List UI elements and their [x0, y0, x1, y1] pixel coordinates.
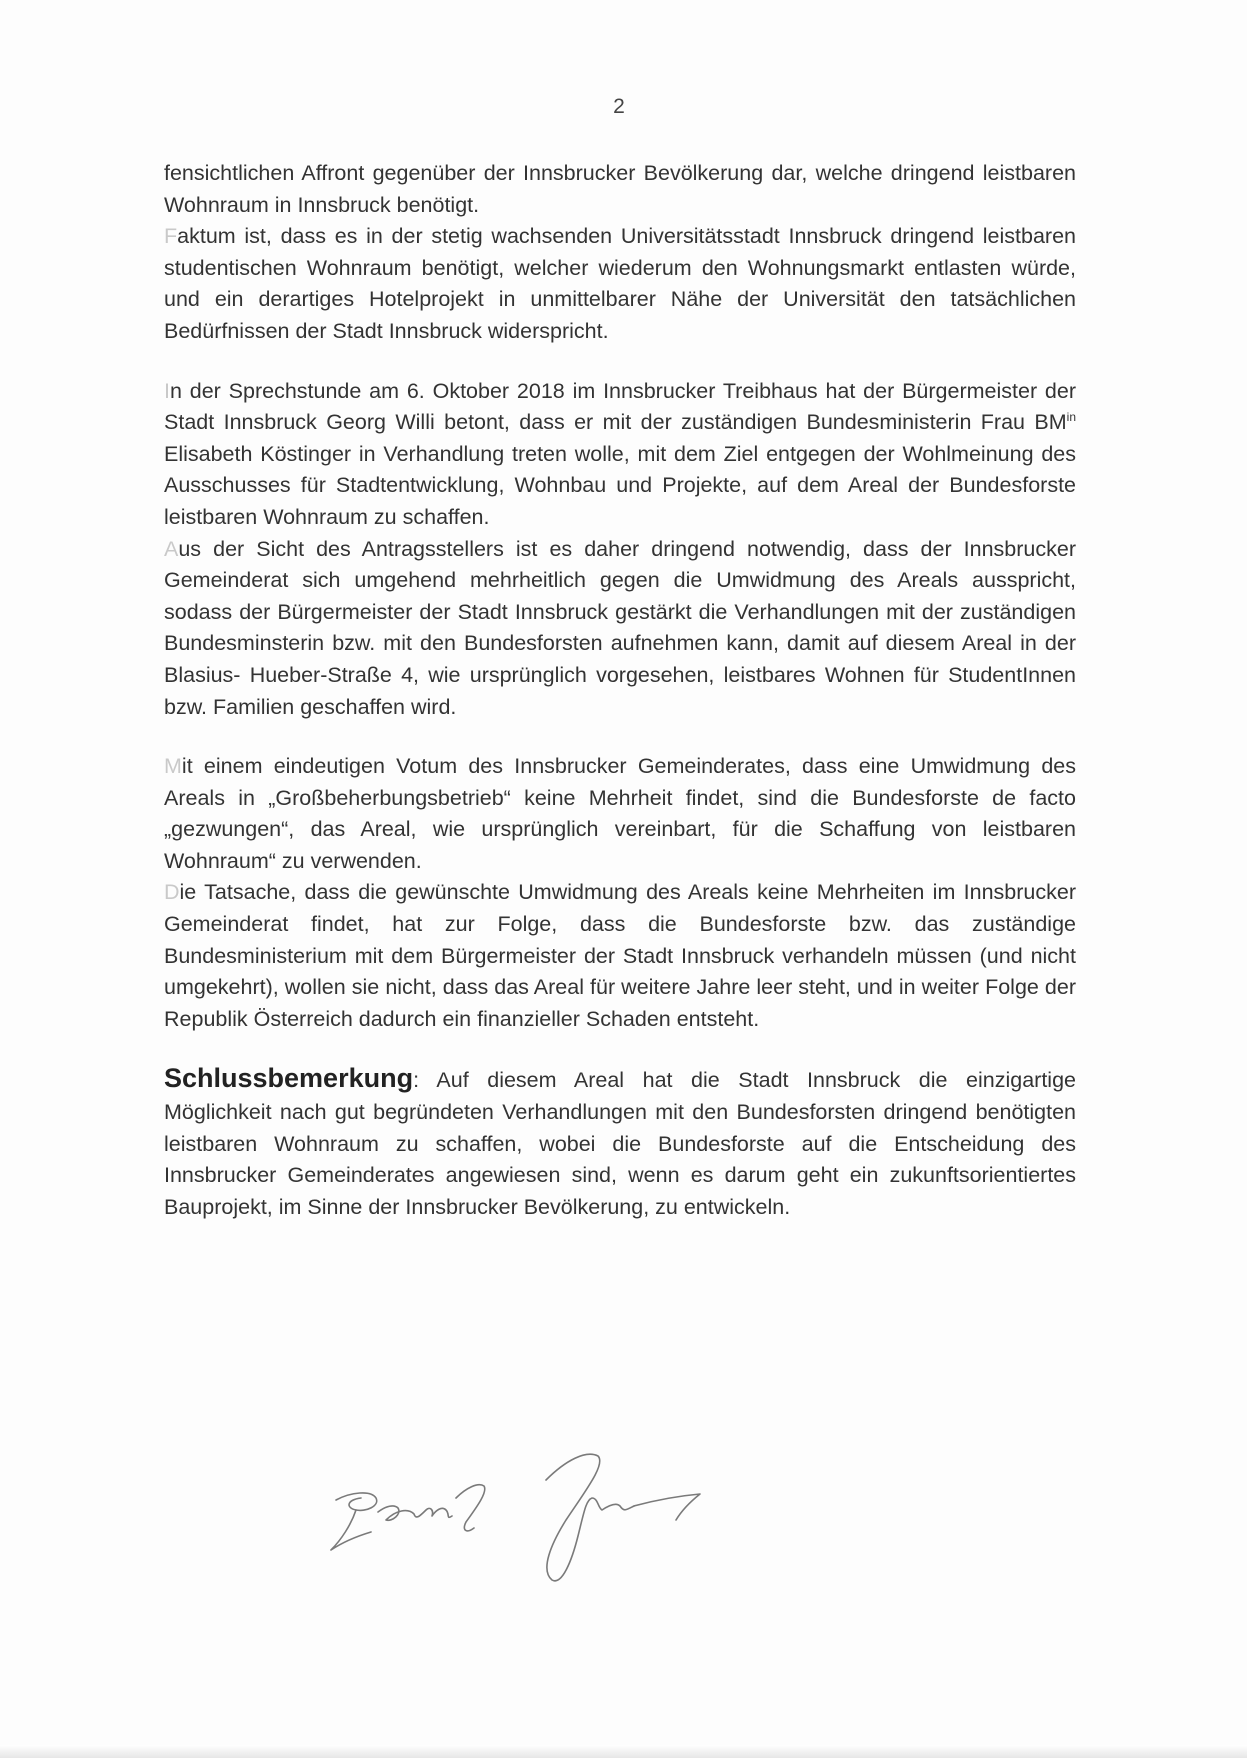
paragraph-text: aktum ist, dass es in der stetig wachsenden Universitätsstadt Innsbruck dringend leistbaren studentischen Wohnraum benötigt, welcher wiederum den Wohnungsmarkt entlasten würde, und ein derartiges Hotelprojekt in unmittelbarer Nähe der Universität den tatsächlichen Bedürfnissen der Stadt Innsbruck widerspricht. [164, 224, 1076, 343]
signature-stroke [456, 1485, 485, 1531]
paragraph-antragssteller [164, 534, 1076, 724]
paragraph-votum [164, 751, 1076, 877]
paragraph-text: it einem eindeutigen Votum des Innsbrucker Gemeinderates, dass eine Umwidmung des Areals in „Großbeherbungsbetrieb“ keine Mehrheit findet, sind die Bundesforste de facto „gezwungen“, das Areal, wie ursprünglich vereinbart, für die Schaffung von leistbaren Wohnraum“ zu verwenden. [164, 754, 1076, 873]
signature-stroke [546, 1454, 634, 1581]
conclusion-heading: Schlussbemerkung [164, 1063, 414, 1094]
paragraph-initial: D [164, 880, 180, 905]
paragraph-initial: M [164, 754, 182, 779]
paragraph-gap [164, 723, 1076, 751]
paragraph-initial: A [164, 536, 179, 561]
conclusion-paragraph [164, 1063, 1076, 1223]
page-number: 2 [613, 95, 625, 118]
paragraph-gap [164, 1035, 1076, 1063]
signature-stroke [336, 1493, 377, 1510]
conclusion-text: Auf diesem Areal hat die Stadt Innsbruck die einzigartige Möglichkeit nach gut begründeten Verhandlungen mit den Bundesforsten dringend benötigten leistbaren Wohnraum zu schaffen, wobei die Bundesforste auf die Entscheidung des Innsbrucker Gemeinderates angewiesen sind, wenn es darum geht ein zukunftsorientiertes Bauprojekt, im Sinne der Innsbrucker Bevölkerung, zu entwickeln. [164, 1068, 1076, 1219]
paragraph-text: us der Sicht des Antragsstellers ist es daher dringend notwendig, dass der Innsbrucker Gemeinderat sich umgehend mehrheitlich gegen die Umwidmung des Areals ausspricht, sodass der Bürgermeister der Stadt Innsbruck gestärkt die Verhandlungen mit der zuständigen Bundesminsterin bzw. mit den Bundesforsten aufnehmen kann, damit auf diesem Areal in der Blasius- Hueber-Straße 4, wie ursprünglich vorgesehen, leistbares Wohnen für StudentInnen bzw. Familien geschaffen wird. [164, 536, 1076, 719]
paragraph-continuation [164, 158, 1076, 221]
signature-stroke [634, 1494, 700, 1520]
paragraph-tatsache [164, 877, 1076, 1035]
scan-edge-shadow [0, 1745, 1247, 1758]
signature-stroke [331, 1510, 371, 1550]
paragraph-text: Elisabeth Köstinger in Verhandlung treten wolle, mit dem Ziel entgegen der Wohlmeinung des Ausschusses für Stadtentwicklung, Wohnbau und Projekte, auf dem Areal der Bundesforste leistbaren Wohnraum zu schaffen. [164, 441, 1076, 529]
body-text-upper [164, 158, 1076, 1223]
paragraph-faktum [164, 221, 1076, 347]
paragraph-text: n der Sprechstunde am 6. Oktober 2018 im Innsbrucker Treibhaus hat der Bürgermeister der Stadt Innsbruck Georg Willi betont, dass er mit der zuständigen Bundesministerin Frau BM [164, 378, 1076, 435]
paragraph-initial: F [164, 224, 178, 249]
signature-stroke [378, 1506, 452, 1520]
paragraph-text: ie Tatsache, dass die gewünschte Umwidmung des Areals keine Mehrheiten im Innsbrucker Gemeinderat findet, hat zur Folge, dass die Bundesforste bzw. das zuständige Bundesministerium mit dem Bürgermeister der Stadt Innsbruck verhandeln müssen (und nicht umgekehrt), wollen sie nicht, dass das Areal für weitere Jahre leer steht, und in weiter Folge der Republik Österreich dadurch ein finanzieller Schaden entsteht. [164, 880, 1076, 1031]
handwritten-signature [316, 1440, 766, 1590]
paragraph-text: fensichtlichen Affront gegenüber der Innsbrucker Bevölkerung dar, welche dringend leistbaren Wohnraum in Innsbruck benötigt. [164, 161, 1076, 217]
paragraph-initial: I [164, 378, 170, 403]
conclusion-colon: : [413, 1068, 420, 1093]
superscript: in [1066, 410, 1076, 424]
paragraph-gap [164, 348, 1076, 376]
paragraph-sprechstunde [164, 376, 1076, 534]
